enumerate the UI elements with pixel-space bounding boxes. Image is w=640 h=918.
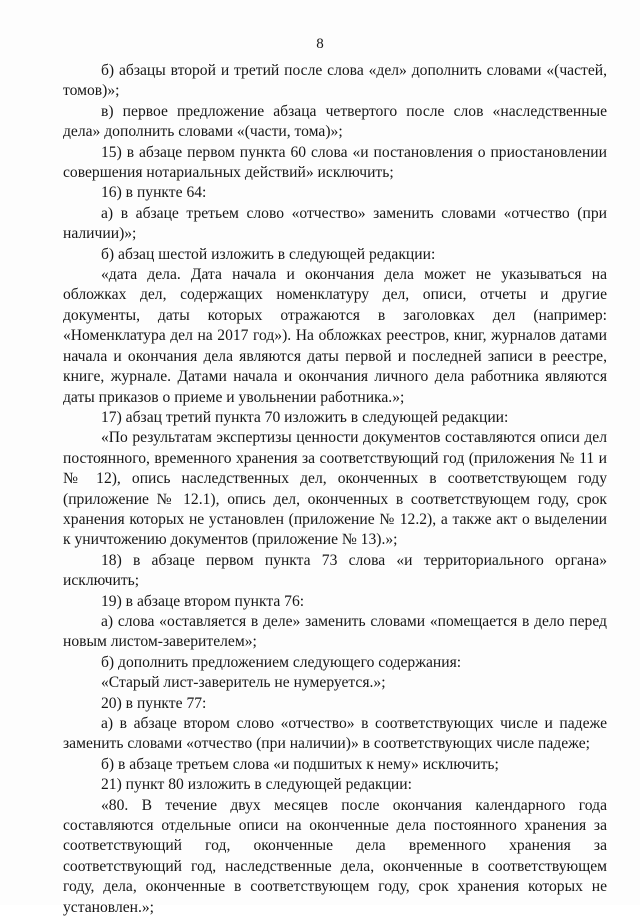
document-body — [63, 61, 607, 918]
page-number: 8 — [316, 36, 324, 52]
paragraph: 17) абзац третий пункта 70 изложить в следующей редакции: — [101, 408, 509, 426]
paragraph: «80. В течение двух месяцев после окончания календарного года составляются отдельные описи на оконченные дела постоянного хранения за соответствующий год, оконченные дела временного хранения за соответствующий год, наследственные дела, оконченные в соответствующем году, дела, оконченные в соответствующем году, срок хранения которых не установлен.»; — [63, 796, 607, 916]
paragraph: 20) в пункте 77: — [101, 694, 207, 712]
paragraph: «дата дела. Дата начала и окончания дела может не указываться на обложках дел, содержащих номенклатуру дел, описи, отчеты и другие документы, даты которых отражаются в заголовках дел (например: «Номенклатура дел на 2017 год»). На обложках реестров, книг, журналов датами начала и окончания дела являются даты первой и последней записи в реестре, книге, журнале. Датами начала и окончания личного дела работника являются даты приказов о приеме и увольнении работника.»; — [63, 266, 607, 406]
paragraph: «Старый лист-заверитель не нумеруется.»; — [101, 674, 386, 692]
paragraph: 16) в пункте 64: — [101, 184, 207, 202]
paragraph: б) абзац шестой изложить в следующей редакции: — [101, 245, 436, 263]
paragraph: а) слова «оставляется в деле» заменить словами «помещается в дело перед новым листом-заверителем»; — [63, 612, 607, 651]
paragraph: в) первое предложение абзаца четвертого после слов «наследственные дела» дополнить словами «(части, тома)»; — [63, 102, 607, 141]
paragraph: а) в абзаце втором слово «отчество» в соответствующих числе и падеже заменить словами «отчество (при наличии)» в соответствующих числе падеже; — [63, 715, 607, 753]
paragraph: 19) в абзаце втором пункта 76: — [101, 592, 305, 610]
paragraph: б) дополнить предложением следующего содержания: — [101, 653, 462, 671]
paragraph: 21) пункт 80 изложить в следующей редакции: — [101, 776, 412, 794]
paragraph: «По результатам экспертизы ценности документов составляются описи дел постоянного, временного хранения за соответствующий год (приложения № 11 и № 12), опись наследственных дел, оконченных в соответствующем году (приложение № 12.1), опись дел, оконченных в соответствующем году, срок хранения которых не установлен (приложение № 12.2), а также акт о выделении к уничтожению документов (приложение № 13).»; — [63, 429, 607, 549]
paragraph: б) в абзаце третьем слова «и подшитых к нему» исключить; — [101, 755, 499, 773]
paragraph: б) абзацы второй и третий после слова «дел» дополнить словами «(частей, томов)»; — [63, 62, 607, 100]
paragraph: а) в абзаце третьем слово «отчество» заменить словами «отчество (при наличии)»; — [63, 204, 607, 243]
paragraph: 15) в абзаце первом пункта 60 слова «и постановления о приостановлении совершения нотариальных действий» исключить; — [63, 143, 607, 182]
paragraph: 18) в абзаце первом пункта 73 слова «и территориального органа» исключить; — [63, 551, 607, 590]
